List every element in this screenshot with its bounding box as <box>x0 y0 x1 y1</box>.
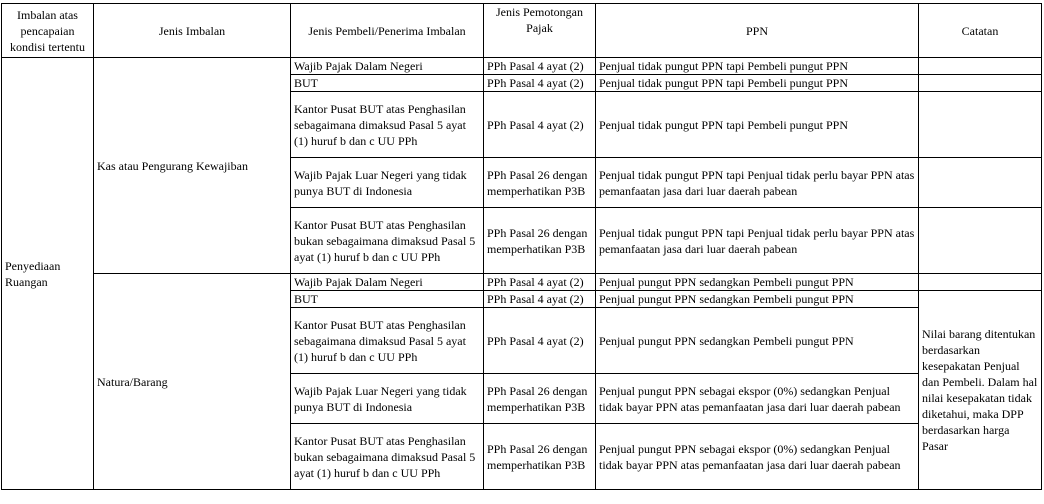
header-catatan: Catatan <box>919 4 1042 58</box>
catatan-cell <box>919 75 1042 92</box>
ppn-cell: Penjual pungut PPN sedangkan Pembeli pungut PPN <box>596 274 919 291</box>
catatan-cell <box>919 274 1042 291</box>
pembeli-cell: Kantor Pusat BUT atas Penghasilan sebagaimana dimaksud Pasal 5 ayat (1) huruf b dan c UU PPh <box>291 92 484 158</box>
pembeli-cell: Wajib Pajak Luar Negeri yang tidak punya BUT di Indonesia <box>291 374 484 424</box>
pembeli-cell: Kantor Pusat BUT atas Penghasilan bukan sebagaimana dimaksud Pasal 5 ayat (1) huruf b dan c UU PPh <box>291 208 484 274</box>
pembeli-cell: Wajib Pajak Dalam Negeri <box>291 58 484 75</box>
pembeli-cell: Kantor Pusat BUT atas Penghasilan bukan sebagaimana dimaksud Pasal 5 ayat (1) huruf b dan c UU PPh <box>291 424 484 490</box>
pemotongan-cell: PPh Pasal 4 ayat (2) <box>484 92 596 158</box>
ppn-cell: Penjual pungut PPN sedangkan Pembeli pungut PPN <box>596 291 919 308</box>
ppn-cell: Penjual pungut PPN sedangkan Pembeli pungut PPN <box>596 308 919 374</box>
pembeli-cell: Wajib Pajak Luar Negeri yang tidak punya BUT di Indonesia <box>291 158 484 208</box>
ppn-cell: Penjual tidak pungut PPN tapi Pembeli pungut PPN <box>596 92 919 158</box>
ppn-cell: Penjual tidak pungut PPN tapi Pembeli pungut PPN <box>596 58 919 75</box>
pemotongan-cell: PPh Pasal 4 ayat (2) <box>484 58 596 75</box>
table-row <box>2 58 1042 75</box>
ppn-cell: Penjual tidak pungut PPN tapi Penjual tidak perlu bayar PPN atas pemanfaatan jasa dari luar daerah pabean <box>596 208 919 274</box>
catatan-note-cell: Nilai barang ditentukan berdasarkan kesepakatan Penjual dan Pembeli. Dalam hal nilai kesepakatan tidak diketahui, maka DPP berdasarkan harga Pasar <box>919 291 1042 490</box>
table-row <box>2 274 1042 291</box>
pemotongan-cell: PPh Pasal 26 dengan memperhatikan P3B <box>484 374 596 424</box>
group-cell: Penyediaan Ruangan <box>2 58 94 490</box>
ppn-cell: Penjual pungut PPN sebagai ekspor (0%) sedangkan Penjual tidak bayar PPN atas pemanfaatan jasa dari luar daerah pabean <box>596 374 919 424</box>
ppn-cell: Penjual tidak pungut PPN tapi Pembeli pungut PPN <box>596 75 919 92</box>
pembeli-cell: BUT <box>291 291 484 308</box>
pemotongan-cell: PPh Pasal 26 dengan memperhatikan P3B <box>484 208 596 274</box>
pemotongan-cell: PPh Pasal 4 ayat (2) <box>484 308 596 374</box>
pembeli-cell: Wajib Pajak Dalam Negeri <box>291 274 484 291</box>
header-jenis-imbalan: Jenis Imbalan <box>94 4 291 58</box>
header-jenis-pembeli: Jenis Pembeli/Penerima Imbalan <box>291 4 484 58</box>
tax-table <box>1 3 1042 490</box>
pemotongan-cell: PPh Pasal 4 ayat (2) <box>484 75 596 92</box>
catatan-cell <box>919 208 1042 274</box>
pemotongan-cell: PPh Pasal 26 dengan memperhatikan P3B <box>484 158 596 208</box>
header-imbalan-kondisi: Imbalan atas pencapaian kondisi tertentu <box>2 4 94 58</box>
pemotongan-cell: PPh Pasal 4 ayat (2) <box>484 291 596 308</box>
pemotongan-cell: PPh Pasal 4 ayat (2) <box>484 274 596 291</box>
pembeli-cell: Kantor Pusat BUT atas Penghasilan sebagaimana dimaksud Pasal 5 ayat (1) huruf b dan c UU PPh <box>291 308 484 374</box>
pembeli-cell: BUT <box>291 75 484 92</box>
catatan-cell <box>919 158 1042 208</box>
jenis-imbalan-cell: Kas atau Pengurang Kewajiban <box>94 58 291 274</box>
ppn-cell: Penjual tidak pungut PPN tapi Penjual tidak perlu bayar PPN atas pemanfaatan jasa dari luar daerah pabean <box>596 158 919 208</box>
catatan-cell <box>919 92 1042 158</box>
header-jenis-pemotongan: Jenis Pemotongan Pajak <box>484 4 596 58</box>
jenis-imbalan-cell: Natura/Barang <box>94 274 291 490</box>
pemotongan-cell: PPh Pasal 26 dengan memperhatikan P3B <box>484 424 596 490</box>
ppn-cell: Penjual pungut PPN sebagai ekspor (0%) sedangkan Penjual tidak bayar PPN atas pemanfaatan jasa dari luar daerah pabean <box>596 424 919 490</box>
header-row <box>2 4 1042 58</box>
header-ppn: PPN <box>596 4 919 58</box>
catatan-cell <box>919 58 1042 75</box>
